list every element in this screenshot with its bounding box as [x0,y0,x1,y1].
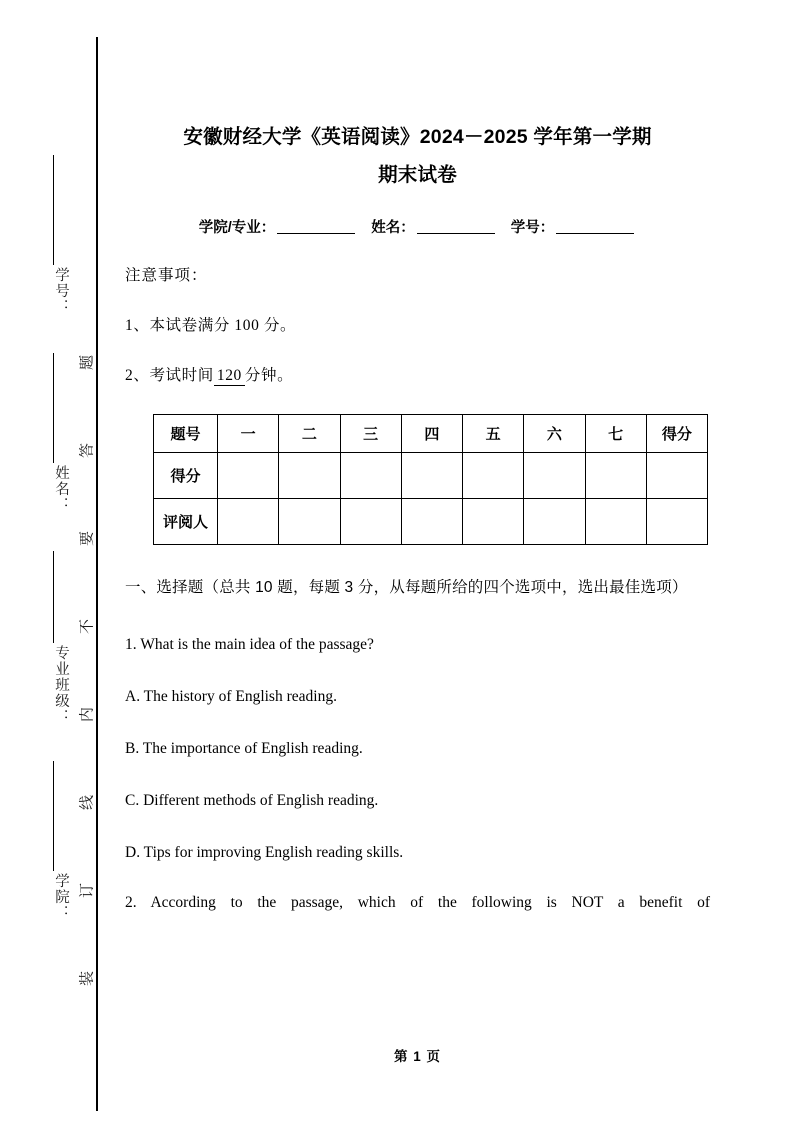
page-title [125,0,710,194]
table-row-header [154,415,708,453]
student-info-line [125,216,710,237]
score-cell[interactable] [585,453,646,499]
score-table-header-cell: 题号 [154,415,218,453]
seal-field-underline [53,353,54,463]
name-label: 姓名： [371,220,415,236]
seal-field-label: 学院： [53,873,69,921]
seal-slogan-char: 要 [79,531,96,547]
seal-field-name [36,353,72,553]
score-cell[interactable] [524,453,585,499]
seal-slogan-char: 题 [79,355,96,371]
seal-slogan-column [72,330,100,1030]
seal-field-underline [53,155,54,265]
score-table-header-cell: 得分 [646,415,707,453]
exam-paper-body [125,0,710,1122]
score-cell[interactable] [279,453,340,499]
score-table [153,414,708,545]
page-title-line1: 安徽财经大学《英语阅读》2024－2025 学年第一学期 [183,126,652,148]
table-row-grader [154,499,708,545]
score-table-header-cell: 七 [585,415,646,453]
grader-row-label: 评阅人 [154,499,218,545]
grader-cell[interactable] [340,499,401,545]
question-1-option-a[interactable]: A. The history of English reading. [125,688,337,705]
score-table-header-cell: 三 [340,415,401,453]
seal-field-label: 专业班级： [53,645,69,725]
seal-field-student-id [36,155,72,355]
score-table-header-cell: 二 [279,415,340,453]
binding-seal-margin [0,0,110,1122]
score-cell[interactable] [463,453,524,499]
score-cell[interactable] [401,453,462,499]
score-table-container [125,386,710,545]
score-cell[interactable] [218,453,279,499]
score-table-header-cell: 四 [401,415,462,453]
notice-item-2-before: 2、考试时间 [125,367,214,384]
page-title-line2: 期末试卷 [378,164,457,186]
seal-slogan-char: 装 [79,971,96,987]
seal-slogan-char: 答 [79,443,96,459]
page-footer [125,1045,710,1065]
seal-slogan-char: 内 [79,707,96,723]
question-1-option-d[interactable]: D. Tips for improving English reading skills. [125,844,404,861]
question-2-stem: 2. According to the passage, which of the following is NOT a benefit of [125,894,710,911]
student-id-blank[interactable] [556,233,634,234]
seal-field-college [36,761,72,961]
grader-cell[interactable] [585,499,646,545]
page-number: 第 1 页 [393,1049,441,1064]
score-table-header-cell: 一 [218,415,279,453]
seal-slogan-char: 不 [79,619,96,635]
table-row-score [154,453,708,499]
seal-field-label: 姓名： [53,465,69,513]
question-1-stem: 1. What is the main idea of the passage? [125,636,374,653]
college-major-label: 学院/专业： [198,220,276,236]
score-cell[interactable] [340,453,401,499]
grader-cell[interactable] [646,499,707,545]
seal-field-class [36,551,72,761]
score-table-header-cell: 五 [463,415,524,453]
grader-cell[interactable] [218,499,279,545]
notice-item-2-after: 分钟。 [244,367,294,384]
seal-field-label: 学号： [53,267,69,315]
grader-cell[interactable] [524,499,585,545]
exam-duration-value: 120 [214,367,245,386]
name-blank[interactable] [417,233,495,234]
question-1-option-b[interactable]: B. The importance of English reading. [125,740,363,757]
section-heading-1: 一、选择题（总共 10 题，每题 3 分，从每题所给的四个选项中，选出最佳选项） [125,579,688,596]
question-1-option-c[interactable]: C. Different methods of English reading. [125,792,379,809]
seal-field-underline [53,761,54,871]
seal-slogan-char: 线 [79,795,96,811]
student-id-label: 学号： [510,220,555,236]
notice-item-1: 1、本试卷满分 100 分。 [125,317,297,334]
student-info-seal-column [36,155,72,945]
grader-cell[interactable] [401,499,462,545]
grader-cell[interactable] [279,499,340,545]
grader-cell[interactable] [463,499,524,545]
seal-slogan-char: 订 [79,883,96,899]
notice-heading: 注意事项： [125,267,208,284]
notice-item-2 [125,335,710,386]
seal-field-underline [53,551,54,643]
score-table-header-cell: 六 [524,415,585,453]
score-row-label: 得分 [154,453,218,499]
score-cell[interactable] [646,453,707,499]
college-major-blank[interactable] [277,233,355,234]
